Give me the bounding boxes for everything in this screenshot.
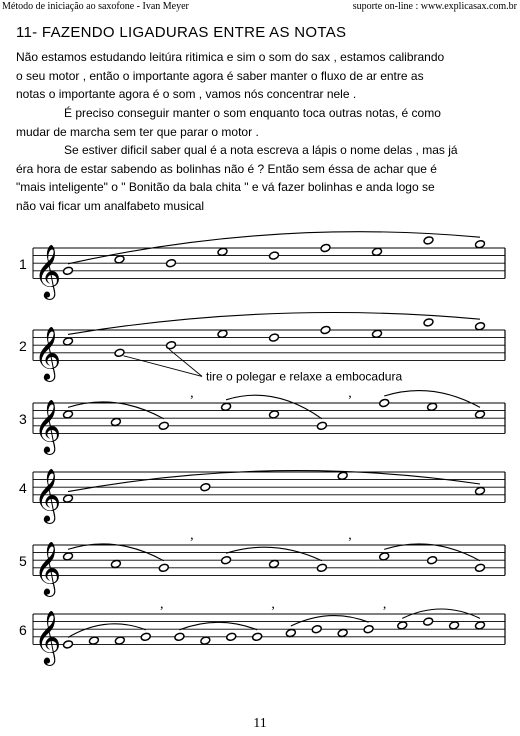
- whole-note: [379, 552, 390, 561]
- whole-note: [226, 632, 237, 641]
- exercise-number: 4: [19, 480, 27, 497]
- header-left: Método de iniciação ao saxofone - Ivan Meyer: [2, 1, 189, 12]
- whole-note: [363, 625, 374, 634]
- paragraph-line: Se estiver dificil saber qual é a nota escreva a lápis o nome delas , mas já: [64, 143, 458, 157]
- whole-note: [200, 483, 211, 492]
- paragraph-line: É preciso conseguir manter o som enquanto toca outras notas, é como: [64, 106, 441, 120]
- whole-note: [166, 259, 177, 268]
- exercise-number: 5: [19, 553, 27, 570]
- treble-clef-icon: 𝄞: [34, 609, 62, 664]
- whole-note: [114, 636, 125, 645]
- whole-note: [337, 471, 348, 480]
- whole-note: [63, 640, 74, 649]
- whole-note: [427, 402, 438, 411]
- paragraph-line: mudar de marcha sem ter que parar o motor .: [16, 124, 259, 139]
- slur: [291, 616, 369, 626]
- paragraph-line: o seu motor , então o importante agora é saber manter o fluxo de ar entre as: [16, 68, 424, 83]
- whole-note: [217, 247, 228, 256]
- treble-clef-icon: 𝄞: [34, 540, 62, 595]
- whole-note: [221, 402, 232, 411]
- whole-note: [320, 325, 331, 334]
- whole-note: [114, 348, 125, 357]
- whole-note: [317, 421, 328, 430]
- whole-note: [63, 266, 74, 275]
- whole-note: [158, 563, 169, 572]
- exercise-number: 2: [19, 338, 27, 355]
- slur: [226, 547, 322, 561]
- staff-annotation: tire o polegar e relaxe a embocadura: [206, 369, 403, 384]
- whole-note: [111, 559, 122, 568]
- treble-clef-icon: 𝄞: [34, 398, 62, 453]
- treble-clef-icon: 𝄞: [34, 243, 62, 298]
- header-right[interactable]: suporte on-line : www.explicasax.com.br: [352, 1, 517, 12]
- treble-clef-icon: 𝄞: [34, 467, 62, 522]
- whole-note: [114, 255, 125, 264]
- whole-note: [269, 333, 280, 342]
- whole-note: [337, 628, 348, 637]
- breath-mark: ,: [271, 597, 275, 612]
- breath-mark: ,: [382, 597, 387, 612]
- breath-mark: ,: [348, 528, 352, 543]
- paragraph-line: éra hora de estar sabendo as bolinhas não é ? Então sem éssa de achar que é: [16, 161, 437, 176]
- whole-note: [320, 243, 331, 252]
- whole-note: [285, 628, 296, 637]
- breath-mark: ,: [348, 386, 352, 401]
- breath-mark: ,: [190, 386, 194, 401]
- paragraph-line: Não estamos estudando leitúra ritimica e sim o som do sax , estamos calibrando: [16, 50, 445, 64]
- whole-note: [158, 421, 169, 430]
- slur: [68, 313, 480, 335]
- whole-note: [269, 251, 280, 260]
- whole-note: [475, 240, 486, 249]
- paragraph-line: notas o importante agora é o som , vamos nós concentrar nele .: [16, 87, 357, 102]
- whole-note: [63, 494, 74, 503]
- breath-mark: ,: [159, 597, 164, 612]
- whole-note: [475, 486, 486, 495]
- whole-note: [372, 329, 383, 338]
- whole-note: [111, 417, 122, 426]
- annotation-pointer: [124, 356, 203, 377]
- exercise-number: 1: [19, 256, 27, 273]
- exercise-number: 6: [19, 622, 27, 639]
- section-title: 11- FAZENDO LIGADURAS ENTRE AS NOTAS: [16, 24, 347, 41]
- breath-mark: ,: [190, 528, 194, 543]
- whole-note: [89, 636, 100, 645]
- whole-note: [475, 621, 486, 630]
- whole-note: [63, 337, 74, 346]
- whole-note: [311, 625, 322, 634]
- whole-note: [221, 556, 232, 565]
- whole-note: [475, 322, 486, 331]
- page-number: 11: [253, 716, 267, 731]
- whole-note: [475, 410, 486, 419]
- whole-note: [217, 329, 228, 338]
- whole-note: [423, 617, 434, 626]
- whole-note: [140, 632, 151, 641]
- paragraph-line: não vai ficar um analfabeto musical: [16, 198, 205, 211]
- whole-note: [372, 247, 383, 256]
- whole-note: [427, 556, 438, 565]
- whole-note: [423, 236, 434, 245]
- whole-note: [317, 563, 328, 572]
- whole-note: [379, 398, 390, 407]
- exercise-number: 3: [19, 411, 27, 428]
- whole-note: [423, 318, 434, 327]
- whole-note: [63, 410, 74, 419]
- whole-note: [449, 621, 460, 630]
- whole-note: [269, 410, 280, 419]
- slur: [68, 624, 146, 638]
- whole-note: [252, 632, 263, 641]
- treble-clef-icon: 𝄞: [34, 325, 62, 380]
- whole-note: [63, 552, 74, 561]
- whole-note: [166, 341, 177, 350]
- slur: [68, 471, 480, 492]
- paragraph-line: "mais inteligente" o " Bonitão da bala chita " e vá fazer bolinhas e anda logo se: [16, 180, 435, 195]
- whole-note: [397, 621, 408, 630]
- whole-note: [200, 636, 211, 645]
- whole-note: [174, 632, 185, 641]
- whole-note: [269, 559, 280, 568]
- slur: [179, 622, 257, 630]
- whole-note: [475, 563, 486, 572]
